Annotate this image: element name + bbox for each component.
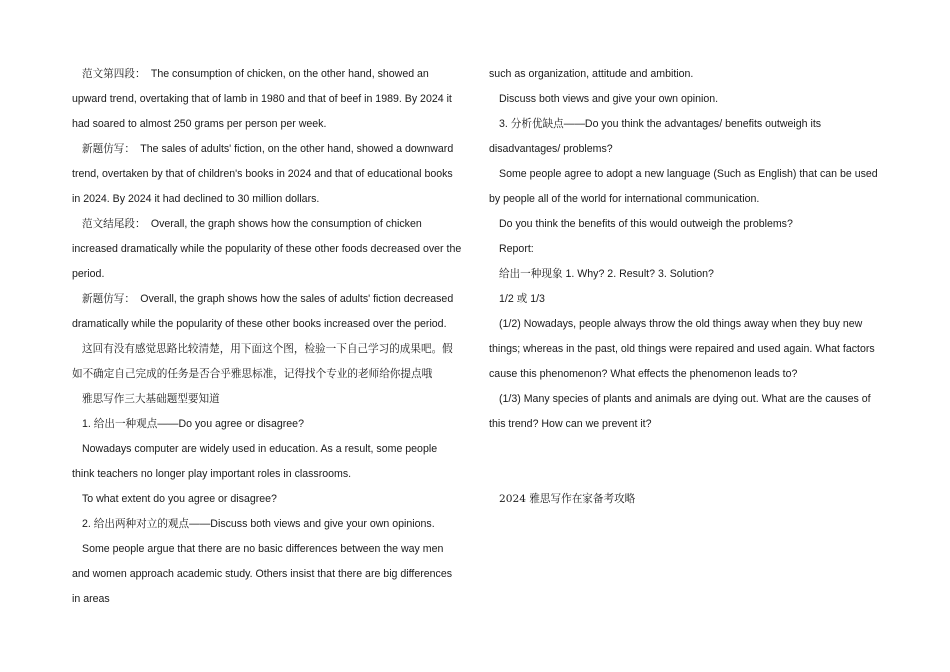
model-paragraph-four: 范文第四段： The consumption of chicken, on the other hand, showed an upward trend, overtaking that of lamb in 1980 and that of beef in 1989. By 2024 it had soared to almost 250 grams per person per week. — [72, 68, 452, 130]
task-type-three-question: Do you think the benefits of this would outweigh the problems? — [499, 218, 793, 230]
phenomenon-prompt-third: (1/3) Many species of plants and animals are dying out. What are the causes of this trend? How can we prevent it? — [489, 393, 871, 430]
phenomenon-heading: 给出一种现象 1. Why? 2. Result? 3. Solution? — [499, 268, 714, 280]
task-type-three-prompt: Some people agree to adopt a new language (Such as English) that can be used by people all of the world for international communication. — [489, 168, 878, 205]
new-topic-imitation-body: 新题仿写： The sales of adults' fiction, on the other hand, showed a downward trend, overtaken by that of children's books in 2024 and that of educational books in 2024. By 2024 it had declined to 30 million dollars. — [72, 143, 454, 205]
phenomenon-prompt-half: (1/2) Nowadays, people always throw the old things away when they buy new things; whereas in the past, old things were repaired and used again. What factors cause this phenomenon? What effects the phenomenon leads to? — [489, 318, 875, 380]
self-check-note: 这回有没有感觉思路比较清楚，用下面这个图，检验一下自己学习的成果吧。假如不确定自己完成的任务是否合乎雅思标准，记得找个专业的老师给你提点哦 — [72, 343, 453, 380]
task-type-two-prompt: Some people argue that there are no basic differences between the way men and women approach academic study. Others insist that there are big differences in areas — [72, 543, 453, 605]
task-type-two-heading: 2. 给出两种对立的观点——Discuss both views and give your own opinions. — [82, 518, 435, 530]
task-type-one-heading: 1. 给出一种观点——Do you agree or disagree? — [82, 418, 304, 430]
task-type-one-prompt: Nowadays computer are widely used in education. As a result, some people think teachers no longer play important roles in classrooms. — [72, 443, 438, 480]
task-type-three-heading: 3. 分析优缺点——Do you think the advantages/ benefits outweigh its disadvantages/ problems? — [489, 118, 822, 155]
ratio-label: 1/2 或 1/3 — [499, 293, 545, 305]
task-type-two-question: Discuss both views and give your own opinion. — [499, 93, 719, 105]
task-type-one-question: To what extent do you agree or disagree? — [82, 493, 277, 505]
home-prep-strategy-title: 2024 雅思写作在家备考攻略 — [499, 493, 636, 505]
left-column — [72, 62, 462, 612]
new-topic-imitation-conclusion: 新题仿写： Overall, the graph shows how the sales of adults' fiction decreased dramatically while the popularity of these other books increased over the period. — [72, 293, 454, 330]
right-column — [489, 62, 881, 512]
task-type-two-prompt-continued: such as organization, attitude and ambition. — [489, 68, 694, 80]
report-heading: Report: — [499, 243, 534, 255]
model-conclusion-paragraph: 范文结尾段： Overall, the graph shows how the consumption of chicken increased dramatically while the popularity of these other foods decreased over the period. — [72, 218, 462, 280]
section-heading-three-task-types: 雅思写作三大基础题型要知道 — [82, 393, 220, 405]
blank-spacer — [489, 437, 881, 487]
